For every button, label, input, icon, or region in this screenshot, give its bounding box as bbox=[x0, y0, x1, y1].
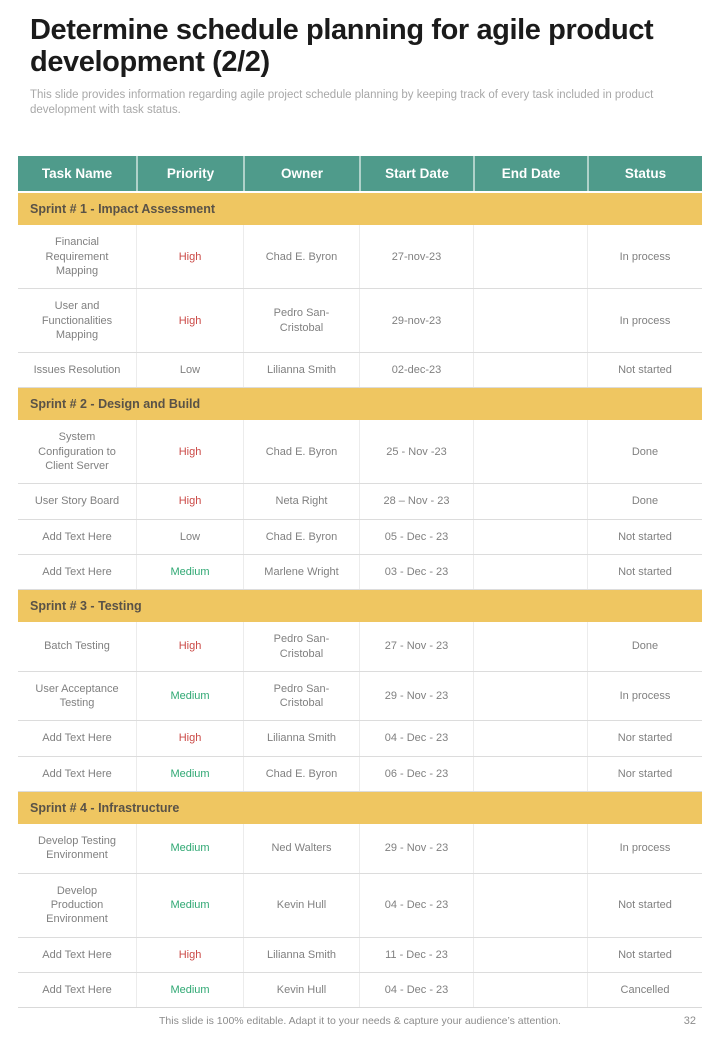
sprint-section-header-2: Sprint # 2 - Design and Build bbox=[18, 388, 702, 420]
cell-start-date: 05 - Dec - 23 bbox=[359, 520, 473, 554]
cell-status: Nor started bbox=[587, 757, 702, 791]
cell-task: Issues Resolution bbox=[33, 364, 121, 377]
cell-priority: Low bbox=[136, 520, 243, 554]
cell-task: User Acceptance Testing bbox=[35, 682, 119, 710]
cell-status: Not started bbox=[587, 520, 702, 554]
cell-end-date bbox=[473, 353, 587, 387]
table-row bbox=[18, 874, 702, 938]
cell-owner: Chad E. Byron bbox=[243, 757, 359, 791]
column-header-start-date: Start Date bbox=[359, 156, 473, 191]
cell-end-date bbox=[473, 721, 587, 755]
cell-end-date bbox=[473, 225, 587, 288]
cell-task: Add Text Here bbox=[42, 565, 112, 578]
cell-start-date: 11 - Dec - 23 bbox=[359, 938, 473, 972]
cell-status: Cancelled bbox=[587, 973, 702, 1007]
cell-status: Done bbox=[587, 484, 702, 518]
cell-start-date: 06 - Dec - 23 bbox=[359, 757, 473, 791]
cell-status: In process bbox=[587, 289, 702, 352]
cell-task: Add Text Here bbox=[42, 732, 112, 745]
column-header-task-name: Task Name bbox=[18, 156, 136, 191]
cell-start-date: 25 - Nov -23 bbox=[359, 420, 473, 483]
sprint-section-header-1: Sprint # 1 - Impact Assessment bbox=[18, 193, 702, 225]
cell-task: Add Text Here bbox=[42, 948, 112, 961]
column-header-status: Status bbox=[587, 156, 702, 191]
cell-end-date bbox=[473, 484, 587, 518]
footer-note: This slide is 100% editable. Adapt it to your needs & capture your audience’s attention. bbox=[159, 1015, 561, 1027]
column-header-owner: Owner bbox=[243, 156, 359, 191]
cell-task: Financial Requirement Mapping bbox=[45, 236, 109, 277]
cell-priority: High bbox=[136, 225, 243, 288]
cell-end-date bbox=[473, 555, 587, 589]
table-row bbox=[18, 973, 702, 1008]
table-row bbox=[18, 757, 702, 792]
cell-priority: Medium bbox=[136, 672, 243, 721]
cell-end-date bbox=[473, 520, 587, 554]
cell-owner: Pedro San-Cristobal bbox=[243, 622, 359, 671]
cell-status: Not started bbox=[587, 874, 702, 937]
slide-subtitle: This slide provides information regarding agile project schedule planning by keeping track of every task included in product development with task status. bbox=[30, 88, 654, 116]
cell-priority: High bbox=[136, 289, 243, 352]
cell-status: Done bbox=[587, 622, 702, 671]
cell-priority: Medium bbox=[136, 973, 243, 1007]
sprint-section-header-3: Sprint # 3 - Testing bbox=[18, 590, 702, 622]
cell-start-date: 29-nov-23 bbox=[359, 289, 473, 352]
cell-owner: Chad E. Byron bbox=[243, 225, 359, 288]
table-row bbox=[18, 225, 702, 289]
cell-priority: Medium bbox=[136, 874, 243, 937]
table-row bbox=[18, 938, 702, 973]
cell-status: In process bbox=[587, 225, 702, 288]
cell-owner: Pedro San-Cristobal bbox=[243, 672, 359, 721]
cell-priority: Medium bbox=[136, 757, 243, 791]
cell-start-date: 27-nov-23 bbox=[359, 225, 473, 288]
cell-task: System Configuration to Client Server bbox=[38, 431, 116, 473]
cell-task: Add Text Here bbox=[42, 767, 112, 780]
schedule-table bbox=[18, 156, 702, 1008]
table-row bbox=[18, 555, 702, 590]
cell-priority: High bbox=[136, 622, 243, 671]
schedule-table-body bbox=[18, 193, 702, 1008]
cell-start-date: 04 - Dec - 23 bbox=[359, 874, 473, 937]
cell-start-date: 04 - Dec - 23 bbox=[359, 973, 473, 1007]
cell-priority: High bbox=[136, 420, 243, 483]
cell-owner: Chad E. Byron bbox=[243, 520, 359, 554]
cell-start-date: 29 - Nov - 23 bbox=[359, 824, 473, 873]
table-row bbox=[18, 353, 702, 388]
cell-status: In process bbox=[587, 824, 702, 873]
cell-owner: Marlene Wright bbox=[243, 555, 359, 589]
cell-task: Batch Testing bbox=[44, 640, 110, 653]
cell-owner: Chad E. Byron bbox=[243, 420, 359, 483]
cell-start-date: 03 - Dec - 23 bbox=[359, 555, 473, 589]
cell-end-date bbox=[473, 973, 587, 1007]
cell-status: In process bbox=[587, 672, 702, 721]
cell-task: User Story Board bbox=[34, 495, 120, 508]
cell-end-date bbox=[473, 938, 587, 972]
column-header-end-date: End Date bbox=[473, 156, 587, 191]
cell-end-date bbox=[473, 757, 587, 791]
cell-start-date: 04 - Dec - 23 bbox=[359, 721, 473, 755]
cell-owner: Lilianna Smith bbox=[243, 353, 359, 387]
cell-end-date bbox=[473, 824, 587, 873]
cell-task: User and Functionalities Mapping bbox=[41, 300, 113, 341]
cell-owner: Pedro San-Cristobal bbox=[243, 289, 359, 352]
cell-start-date: 28 – Nov - 23 bbox=[359, 484, 473, 518]
table-row bbox=[18, 824, 702, 874]
cell-priority: High bbox=[136, 938, 243, 972]
cell-owner: Kevin Hull bbox=[243, 874, 359, 937]
cell-end-date bbox=[473, 622, 587, 671]
cell-owner: Neta Right bbox=[243, 484, 359, 518]
cell-owner: Lilianna Smith bbox=[243, 938, 359, 972]
cell-end-date bbox=[473, 420, 587, 483]
cell-status: Nor started bbox=[587, 721, 702, 755]
cell-task: Develop Production Environment bbox=[46, 884, 108, 926]
page-title: Determine schedule planning for agile product development (2/2) bbox=[30, 14, 654, 79]
table-row bbox=[18, 622, 702, 672]
cell-task: Add Text Here bbox=[42, 983, 112, 996]
cell-status: Done bbox=[587, 420, 702, 483]
cell-end-date bbox=[473, 874, 587, 937]
table-header-row bbox=[18, 156, 702, 191]
table-row bbox=[18, 484, 702, 519]
cell-status: Not started bbox=[587, 353, 702, 387]
cell-owner: Lilianna Smith bbox=[243, 721, 359, 755]
page-number: 32 bbox=[683, 1015, 696, 1027]
cell-priority: High bbox=[136, 721, 243, 755]
cell-status: Not started bbox=[587, 938, 702, 972]
cell-start-date: 27 - Nov - 23 bbox=[359, 622, 473, 671]
cell-owner: Kevin Hull bbox=[243, 973, 359, 1007]
cell-end-date bbox=[473, 672, 587, 721]
cell-status: Not started bbox=[587, 555, 702, 589]
table-row bbox=[18, 721, 702, 756]
cell-start-date: 29 - Nov - 23 bbox=[359, 672, 473, 721]
cell-owner: Ned Walters bbox=[243, 824, 359, 873]
cell-priority: Medium bbox=[136, 824, 243, 873]
cell-priority: Medium bbox=[136, 555, 243, 589]
cell-priority: Low bbox=[136, 353, 243, 387]
table-row bbox=[18, 672, 702, 722]
cell-task: Develop Testing Environment bbox=[37, 835, 117, 862]
table-row bbox=[18, 420, 702, 484]
cell-task: Add Text Here bbox=[42, 530, 112, 543]
column-header-priority: Priority bbox=[136, 156, 243, 191]
cell-start-date: 02-dec-23 bbox=[359, 353, 473, 387]
sprint-section-header-4: Sprint # 4 - Infrastructure bbox=[18, 792, 702, 824]
cell-end-date bbox=[473, 289, 587, 352]
cell-priority: High bbox=[136, 484, 243, 518]
table-row bbox=[18, 289, 702, 353]
table-row bbox=[18, 520, 702, 555]
